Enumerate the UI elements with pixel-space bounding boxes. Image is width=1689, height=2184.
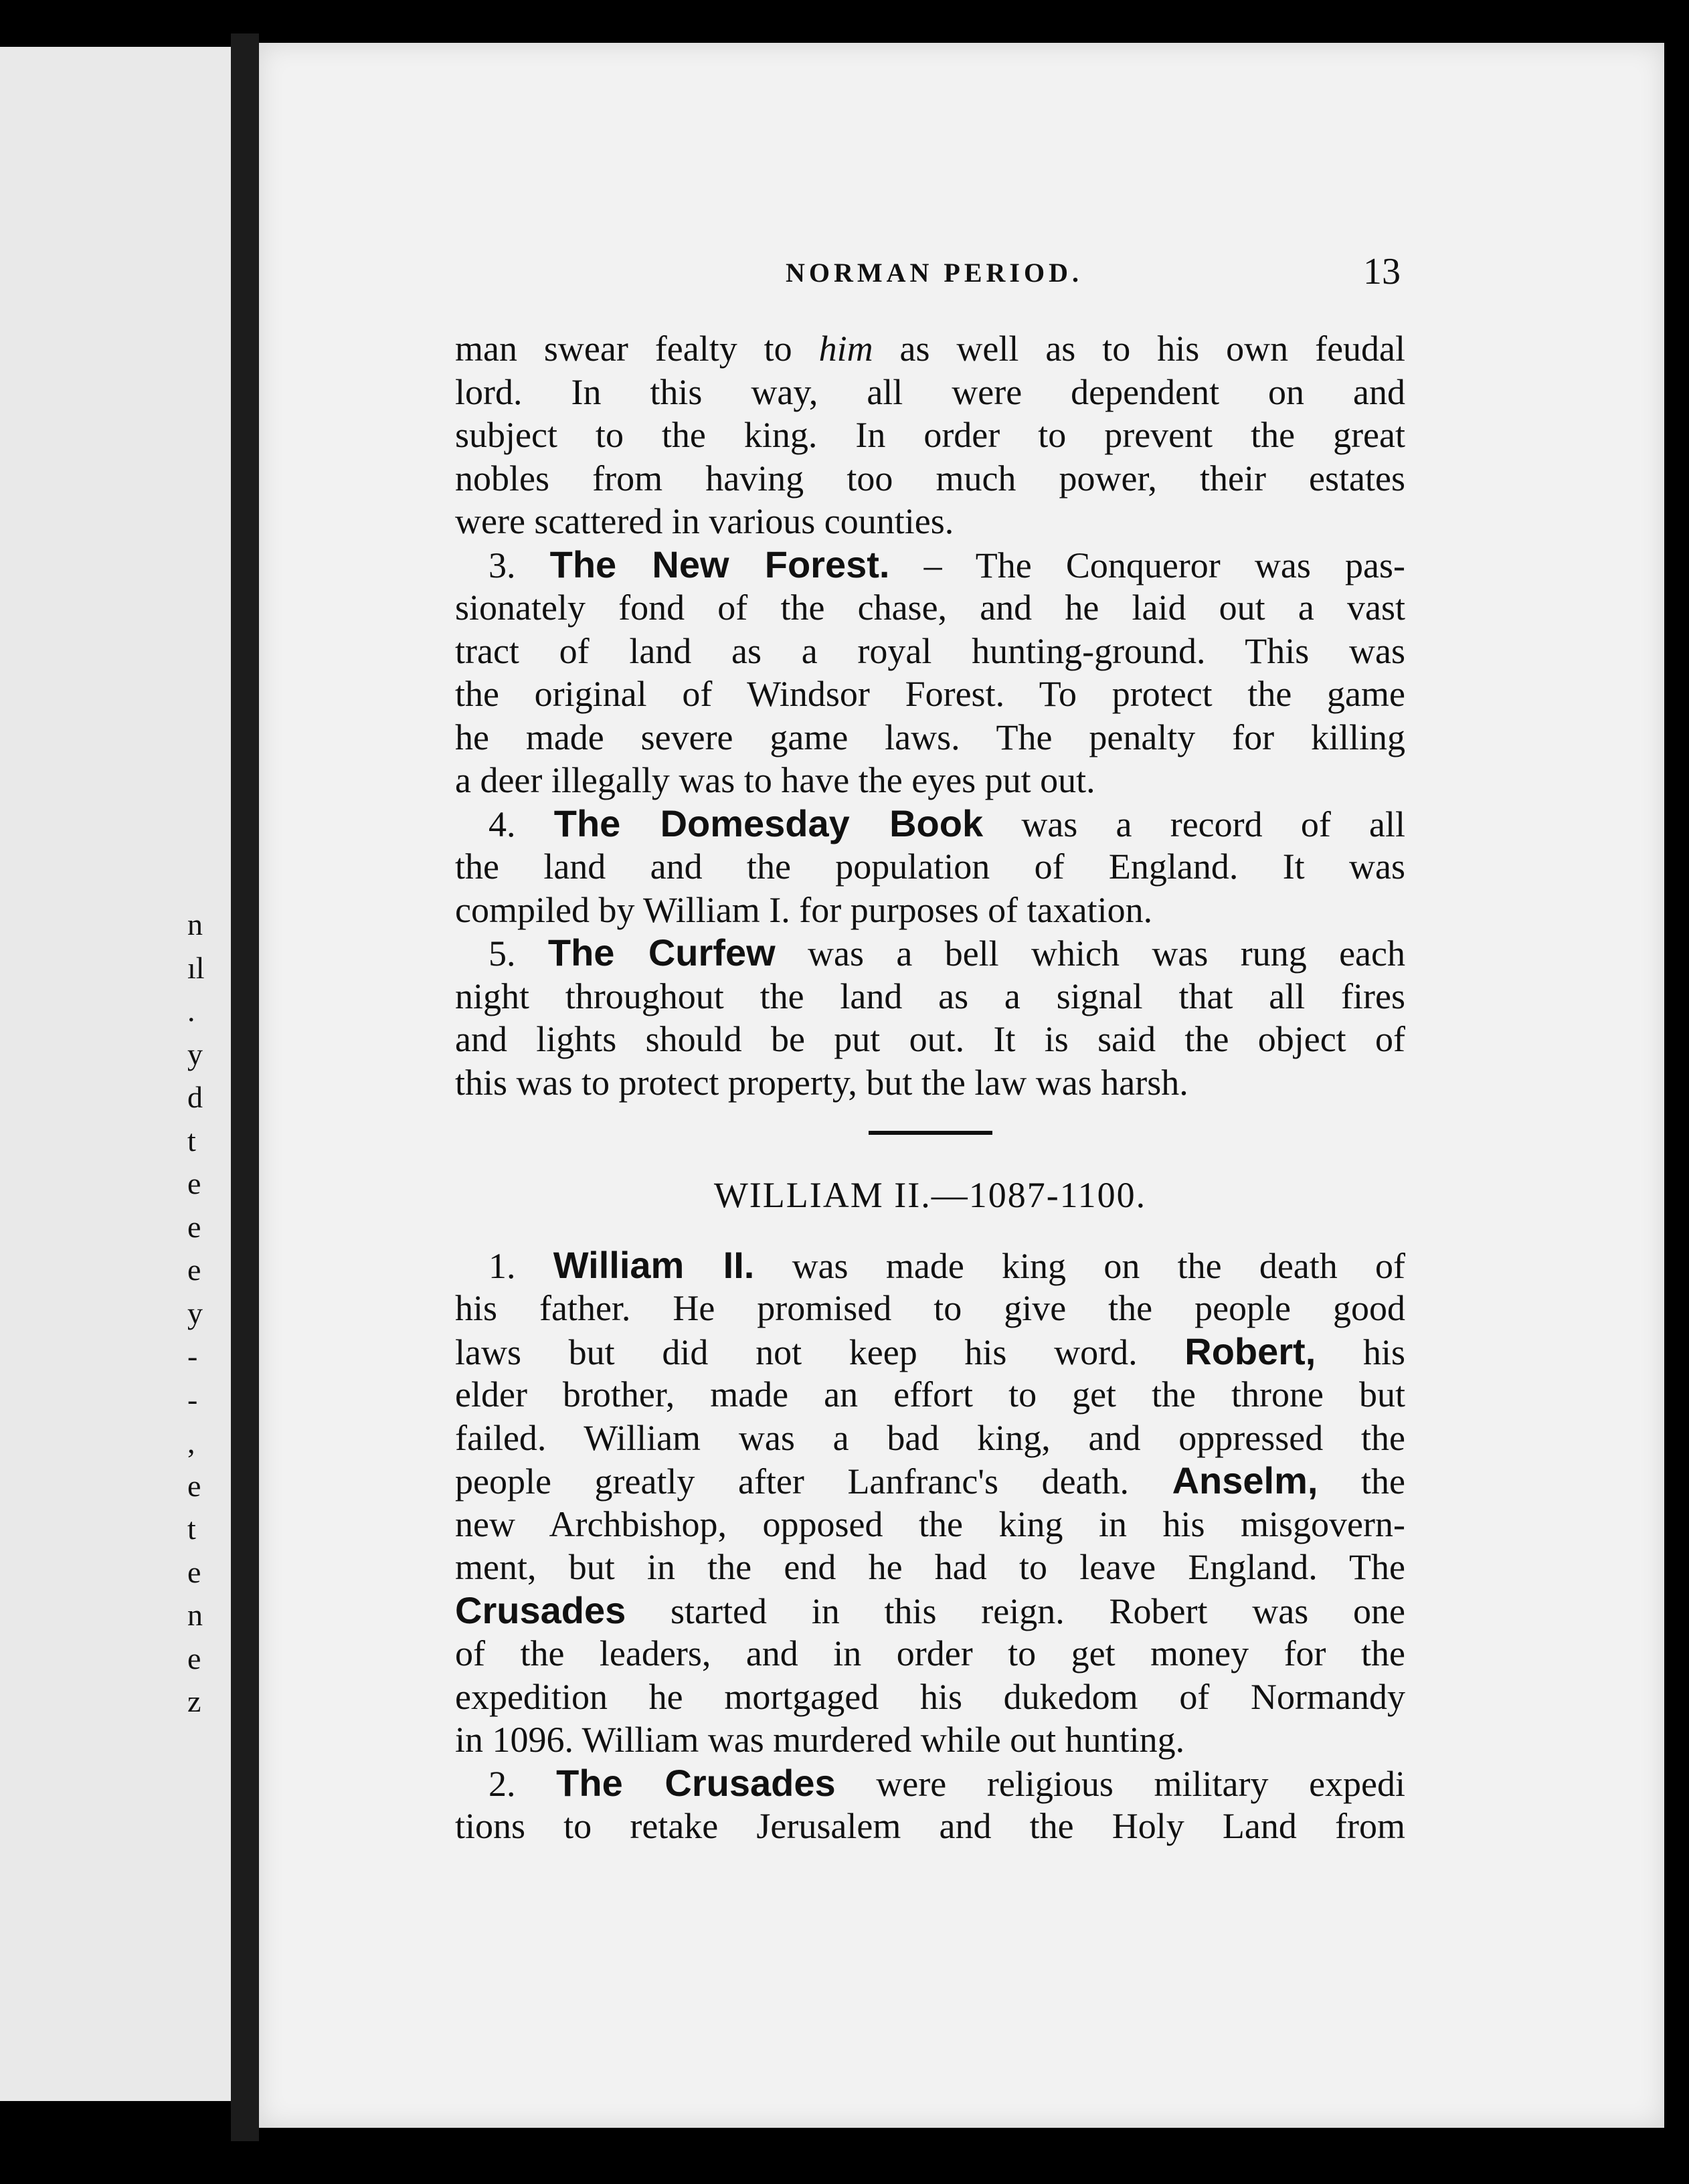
paragraph-crusades: 2. The Crusades were religious military expedi: [488, 1761, 1405, 1804]
page-number: 13: [1363, 251, 1401, 292]
running-head: [259, 250, 1664, 304]
bold-name-robert: Robert,: [1184, 1330, 1316, 1372]
text-line: this was to protect property, but the law was harsh.: [455, 1062, 1188, 1103]
run-in-heading: The New Forest.: [549, 543, 890, 585]
edge-char: e: [187, 1166, 201, 1200]
text-line: the land and the population of England. It was: [455, 846, 1405, 887]
book-gutter: [231, 33, 259, 2141]
section-divider-rule: [869, 1131, 992, 1135]
bold-term-crusades: Crusades: [455, 1588, 626, 1631]
edge-char: y: [187, 1036, 203, 1071]
text-line: nobles from having too much power, their estates: [455, 458, 1405, 498]
edge-char: -: [187, 1339, 198, 1373]
text-line: his father. He promised to give the people good: [455, 1288, 1405, 1328]
running-title: NORMAN PERIOD.: [786, 258, 1083, 288]
text-line: sionately fond of the chase, and he laid out a vast: [455, 587, 1405, 628]
edge-char: d: [187, 1080, 203, 1114]
text-line: man swear fealty to him as well as to his own feudal: [455, 329, 1405, 369]
text-line: in 1096. William was murdered while out hunting.: [455, 1720, 1185, 1760]
edge-char: e: [187, 1209, 201, 1244]
edge-char: ,: [187, 1425, 195, 1459]
edge-char: -: [187, 1382, 198, 1417]
paragraph-william-ii: 1. William II. was made king on the death of: [488, 1243, 1405, 1286]
text-line: laws but did not keep his word. Robert, his: [455, 1330, 1405, 1372]
edge-char: t: [187, 1123, 196, 1158]
run-in-heading: The Curfew: [547, 931, 776, 974]
edge-char: e: [187, 1253, 201, 1287]
emphasis-him: him: [818, 329, 873, 369]
run-in-heading: William II.: [553, 1243, 755, 1286]
edge-char: n: [187, 1598, 203, 1632]
bold-name-anselm: Anselm,: [1172, 1459, 1318, 1502]
paragraph-number: 2.: [488, 1763, 516, 1804]
text-line: elder brother, made an effort to get the throne but: [455, 1374, 1405, 1415]
text-line: of the leaders, and in order to get money for the: [455, 1633, 1405, 1673]
text-line: failed. William was a bad king, and oppressed the: [455, 1417, 1405, 1458]
paragraph-number: 3.: [488, 545, 516, 585]
previous-page-edge: [0, 47, 231, 2101]
section-title: WILLIAM II.—1087-1100.: [713, 1175, 1147, 1215]
text-line: new Archbishop, opposed the king in his misgovern-: [455, 1504, 1405, 1544]
edge-char: ıl: [187, 950, 205, 985]
text-line: were scattered in various counties.: [455, 501, 954, 541]
paragraph-curfew: 5. The Curfew was a bell which was rung each: [488, 931, 1405, 974]
text-line: a deer illegally was to have the eyes put out.: [455, 760, 1095, 800]
text-line: tions to retake Jerusalem and the Holy Land from: [455, 1806, 1405, 1846]
text-line: ment, but in the end he had to leave England. The: [455, 1547, 1405, 1587]
edge-char: t: [187, 1512, 196, 1546]
paragraph-number: 4.: [488, 804, 516, 844]
edge-char: e: [187, 1468, 201, 1503]
edge-char: n: [187, 907, 203, 941]
edge-char: z: [187, 1684, 201, 1718]
text-line: lord. In this way, all were dependent on and: [455, 371, 1405, 412]
edge-char: .: [187, 994, 195, 1028]
edge-char: e: [187, 1554, 201, 1589]
run-in-heading: The Domesday Book: [553, 802, 984, 844]
text-line: the original of Windsor Forest. To protect the game: [455, 674, 1405, 714]
book-page: [259, 43, 1664, 2128]
text-line: people greatly after Lanfranc's death. Anselm, the: [455, 1459, 1405, 1502]
text-line: Crusades started in this reign. Robert was one: [455, 1588, 1405, 1631]
paragraph-new-forest: 3. The New Forest. – The Conqueror was pas-: [488, 543, 1405, 585]
text-line: subject to the king. In order to prevent the great: [455, 415, 1405, 455]
text-line: tract of land as a royal hunting-ground. This was: [455, 630, 1405, 671]
text-line: and lights should be put out. It is said the object of: [455, 1019, 1405, 1059]
text-line: night throughout the land as a signal that all fires: [455, 976, 1405, 1016]
body-text: [455, 327, 1405, 1848]
paragraph-domesday-book: 4. The Domesday Book was a record of all: [488, 802, 1405, 844]
text-line: compiled by William I. for purposes of taxation.: [455, 889, 1153, 930]
text-line: expedition he mortgaged his dukedom of Normandy: [455, 1676, 1405, 1717]
previous-page-line-endings: [187, 903, 205, 1724]
edge-char: y: [187, 1295, 203, 1330]
paragraph-number: 1.: [488, 1245, 516, 1286]
paragraph-number: 5.: [488, 933, 516, 974]
text-line: he made severe game laws. The penalty for killing: [455, 717, 1405, 757]
edge-char: e: [187, 1641, 201, 1675]
run-in-heading: The Crusades: [556, 1761, 836, 1804]
